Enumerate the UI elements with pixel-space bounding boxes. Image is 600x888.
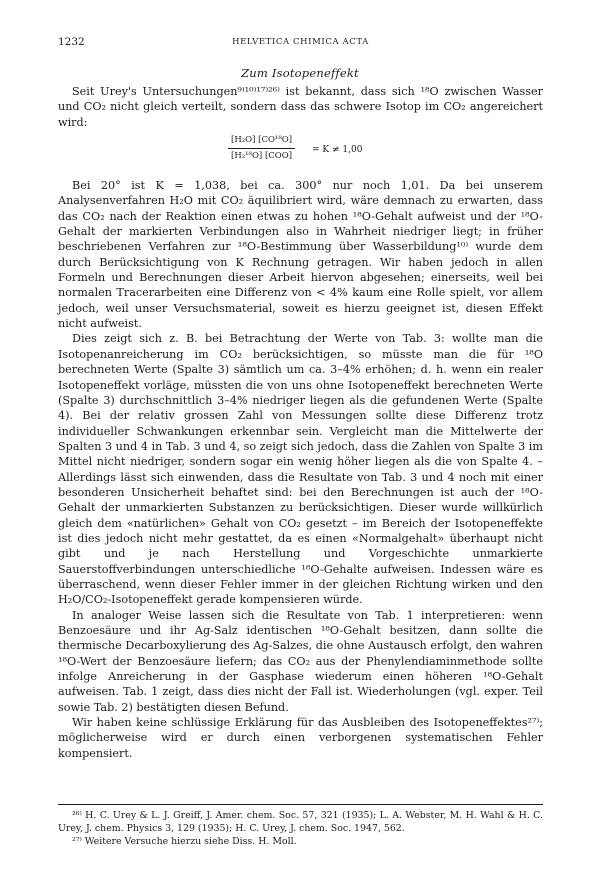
paragraph-conclusion: Wir haben keine schlüssige Erklärung für das Ausbleiben des Isotopeneffektes²⁷⁾; möglicherweise wird er durch einen verborgenen systematischen Fehler kompensiert.: [58, 716, 543, 760]
footnote-27: ²⁷⁾ Weitere Versuche hierzu siehe Diss. H. Moll.: [72, 836, 297, 847]
footnotes: [58, 804, 543, 848]
journal-title: HELVETICA CHIMICA ACTA: [232, 37, 369, 47]
page-number: 1232: [58, 36, 85, 48]
running-header: [58, 36, 543, 52]
paragraph-intro: Seit Urey's Untersuchungen⁹⁾¹⁰⁾¹⁷⁾²⁶⁾ ist bekannt, dass sich ¹⁸O zwischen Wasser und CO₂ nicht gleich verteilt, sondern dass das schwere Isotop im CO₂ angereichert wird:: [58, 85, 543, 129]
formula-denominator: [H₂¹⁸O] [COO]: [231, 151, 293, 162]
formula-rhs: = K ≠ 1,00: [312, 145, 363, 156]
paragraph-equilibrium: Bei 20° ist K = 1,038, bei ca. 300° nur noch 1,01. Da bei unserem Analysenverfahren H₂O mit CO₂ äquilibriert wird, wäre demnach zu erwarten, dass das CO₂ nach der Reaktion einen etwas zu hohen ¹⁸O-Gehalt aufweist und der ¹⁸O-Gehalt der markierten Verbindungen also in Wahrheit niedriger liegt; in früher beschriebenen Verfahren zur ¹⁸O-Bestimmung über Wasserbildung¹⁰⁾ wurde dem durch Berücksichtigung von K Rechnung getragen. Wir haben jedoch in allen Formeln und Berechnungen dieser Arbeit hiervon abgesehen; einerseits, weil bei normalen Tracerarbeiten eine Differenz von < 4% kaum eine Rolle spielt, vor allem jedoch, weil unser Versuchsmaterial, soweit es hierzu geeignet ist, diesen Effekt nicht aufweist.: [58, 179, 543, 331]
equilibrium-formula: [58, 132, 543, 172]
paragraph-table3: Dies zeigt sich z. B. bei Betrachtung der Werte von Tab. 3: wollte man die Isotopenanreicherung im CO₂ berücksichtigen, so müsste man die für ¹⁸O berechneten Werte (Spalte 3) sämtlich um ca. 3–4% erhöhen; d. h. wenn ein realer Isotopeneffekt vorläge, müssten die von uns ohne Isotopeneffekt berechneten Werte (Spalte 3) durchschnittlich 3–4% niedriger liegen als die gefundenen Werte (Spalte 4). Bei der relativ grossen Zahl von Messungen sollte diese Differenz trotz individueller Schwankungen erkennbar sein. Vergleicht man die Mittelwerte der Spalten 3 und 4 in Tab. 3 und 4, so zeigt sich jedoch, dass die Zahlen von Spalte 3 im Mittel nicht niedriger, sondern sogar ein wenig höher liegen als die von Spalte 4. – Allerdings lässt sich einwenden, dass die Resultate von Tab. 3 und 4 noch mit einer besonderen Unsicherheit behaftet sind: bei den Berechnungen ist auch der ¹⁸O-Gehalt der unmarkierten Substanzen zu berücksichtigen. Dieser wurde willkürlich gleich dem «natürlichen» Gehalt von CO₂ gesetzt – im Bereich der Isotopeneffekte ist dies jedoch nicht mehr gestattet, da es einen «Normalgehalt» überhaupt nicht gibt und je nach Herstellung und Vorgeschichte unmarkierte Sauerstoffverbindungen unterschiedliche ¹⁸O-Gehalte aufweisen. Indessen wäre es überraschend, wenn dieser Fehler immer in der gleichen Richtung wirken und den H₂O/CO₂-Isotopeneffekt gerade kompensieren würde.: [58, 332, 543, 607]
section-title: Zum Isotopeneffekt: [241, 66, 359, 80]
paragraph-table1: In analoger Weise lassen sich die Resultate von Tab. 1 interpretieren: wenn Benzoesäure und ihr Ag-Salz identischen ¹⁸O-Gehalt besitzen, dann sollte die thermische Decarboxylierung des Ag-Salzes, die ohne Austausch erfolgt, den wahren ¹⁸O-Wert der Benzoesäure liefern; das CO₂ aus der Phenylendiaminmethode sollte infolge Anreicherung in der Gasphase wiederum einen höheren ¹⁸O-Gehalt aufweisen. Tab. 1 zeigt, dass dies nicht der Fall ist. Wiederholungen (vgl. exper. Teil sowie Tab. 2) bestätigten diesen Befund.: [58, 608, 543, 714]
formula-numerator: [H₂O] [CO¹⁸O]: [228, 134, 295, 149]
formula-fraction: [228, 134, 295, 163]
footnote-26: ²⁶⁾ H. C. Urey & L. J. Greiff, J. Amer. chem. Soc. 57, 321 (1935); L. A. Webster, M. H. Wahl & H. C. Urey, J. chem. Physics 3, 129 (1935); H. C. Urey, J. chem. Soc. 1947, 562.: [58, 810, 543, 834]
body-text: [58, 84, 543, 761]
